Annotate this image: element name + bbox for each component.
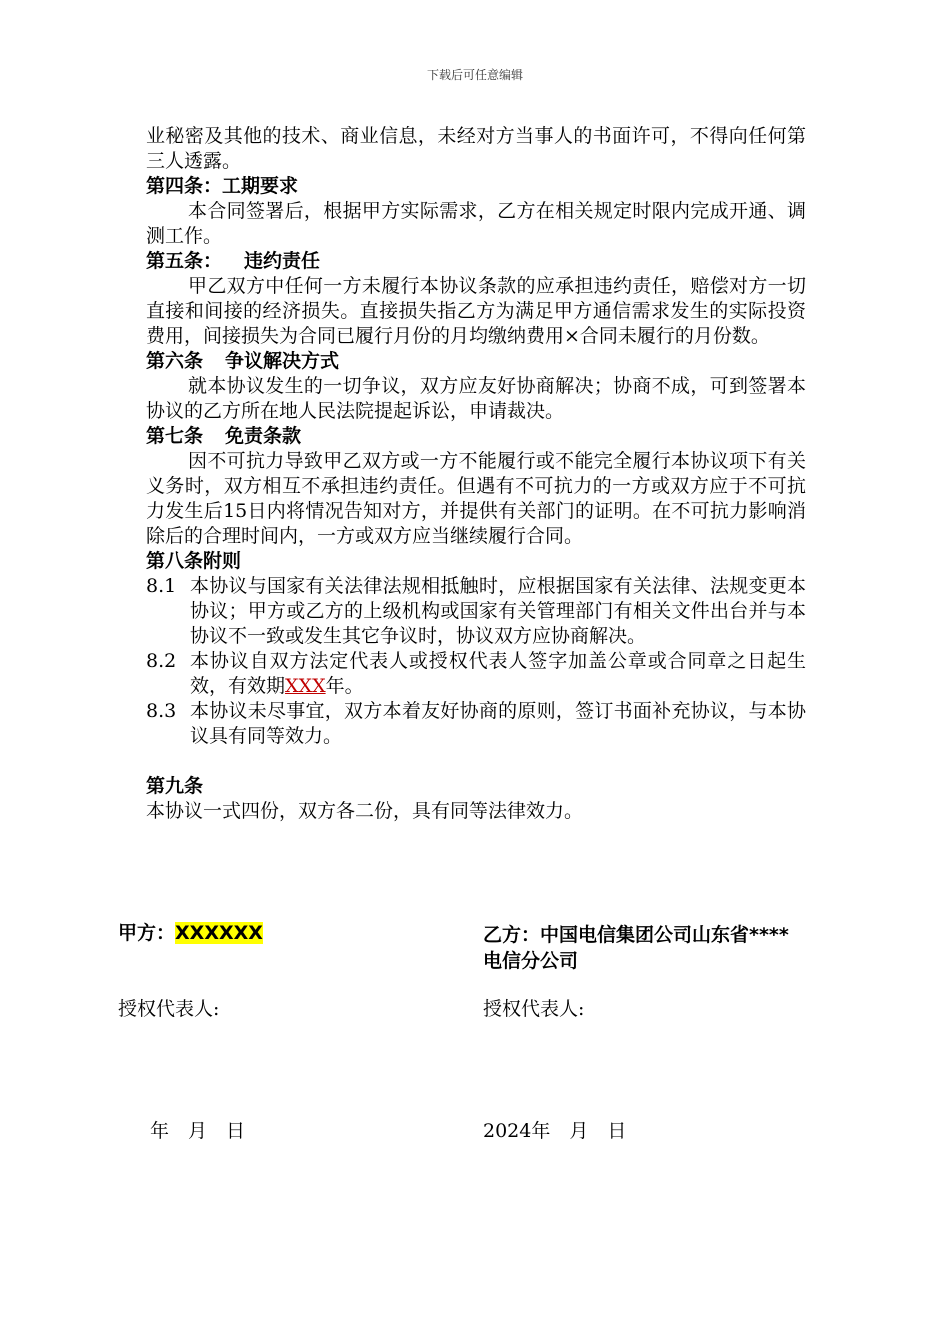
intro-paragraph: 业秘密及其他的技术、商业信息，未经对方当事人的书面许可，不得向任何第三人透露。 xyxy=(146,125,806,172)
article-4-text: 本合同签署后，根据甲方实际需求，乙方在相关规定时限内完成开通、调测工作。 xyxy=(146,200,806,247)
article-5-number: 第五条： xyxy=(146,250,223,272)
article-5-heading: 违约责任 xyxy=(244,250,321,272)
party-b-label: 乙方： xyxy=(483,924,541,946)
page-header-note: 下载后可任意编辑 xyxy=(426,68,523,82)
party-b-date: 2024年 月 日 xyxy=(483,1120,627,1142)
item-text-pre: 本协议自双方法定代表人或授权代表人签字加盖公章或合同章之日起生效，有效期 xyxy=(190,650,806,697)
item-text: 本协议未尽事宜，双方本着友好协商的原则，签订书面补充协议，与本协议具有同等效力。 xyxy=(190,700,806,747)
article-8-item-1 xyxy=(146,574,806,649)
party-b-name-line1: 中国电信集团公司山东省**** xyxy=(540,924,789,946)
article-9-title: 第九条 xyxy=(146,775,204,797)
article-5-title xyxy=(146,249,806,274)
article-7-title xyxy=(146,424,806,449)
contract-body xyxy=(146,124,806,824)
party-a-representative: 授权代表人: xyxy=(118,998,220,1020)
item-number: 8.3 xyxy=(146,700,177,722)
party-a-label: 甲方： xyxy=(118,922,176,944)
article-8-item-3 xyxy=(146,699,806,749)
article-6-heading: 争议解决方式 xyxy=(225,350,340,372)
article-8-title: 第八条附则 xyxy=(146,550,242,572)
article-5-text: 甲乙双方中任何一方未履行本协议条款的应承担违约责任，赔偿对方一切直接和间接的经济损失。直接损失指乙方为满足甲方通信需求发生的实际投资费用，间接损失为合同已履行月份的月均缴纳费用×合同未履行的月份数。 xyxy=(146,275,806,347)
party-b-name-line2: 电信分公司 xyxy=(483,950,579,972)
article-6-number: 第六条 xyxy=(146,350,204,372)
article-9-text: 本协议一式四份，双方各二份，具有同等法律效力。 xyxy=(146,800,584,822)
item-number: 8.1 xyxy=(146,575,177,597)
party-b-representative: 授权代表人: xyxy=(483,998,585,1020)
article-7-number: 第七条 xyxy=(146,425,204,447)
article-7-heading: 免责条款 xyxy=(225,425,302,447)
article-8-item-2 xyxy=(146,649,806,699)
party-a-title xyxy=(118,920,263,946)
article-6-text: 就本协议发生的一切争议，双方应友好协商解决；协商不成，可到签署本协议的乙方所在地人民法院提起诉讼，申请裁决。 xyxy=(146,375,806,422)
item-number: 8.2 xyxy=(146,650,177,672)
party-a-name: XXXXXX xyxy=(175,922,263,944)
article-6-title xyxy=(146,349,806,374)
item-text: 本协议与国家有关法律法规相抵触时，应根据国家有关法律、法规变更本协议；甲方或乙方的上级机构或国家有关管理部门有相关文件出台并与本协议不一致或发生其它争议时，协议双方应协商解决。 xyxy=(190,575,806,647)
article-4-title: 第四条：工期要求 xyxy=(146,175,299,197)
term-placeholder: XXX xyxy=(285,675,326,697)
item-text-post: 年。 xyxy=(325,675,364,697)
party-b-title xyxy=(483,922,843,974)
article-7-text: 因不可抗力导致甲乙双方或一方不能履行或不能完全履行本协议项下有关义务时，双方相互不承担违约责任。但遇有不可抗力的一方或双方应于不可抗力发生后15日内将情况告知对方，并提供有关部门的证明。在不可抗力影响消除后的合理时间内，一方或双方应当继续履行合同。 xyxy=(146,450,806,547)
party-a-date: 年 月 日 xyxy=(150,1120,246,1142)
item-text xyxy=(190,649,806,699)
